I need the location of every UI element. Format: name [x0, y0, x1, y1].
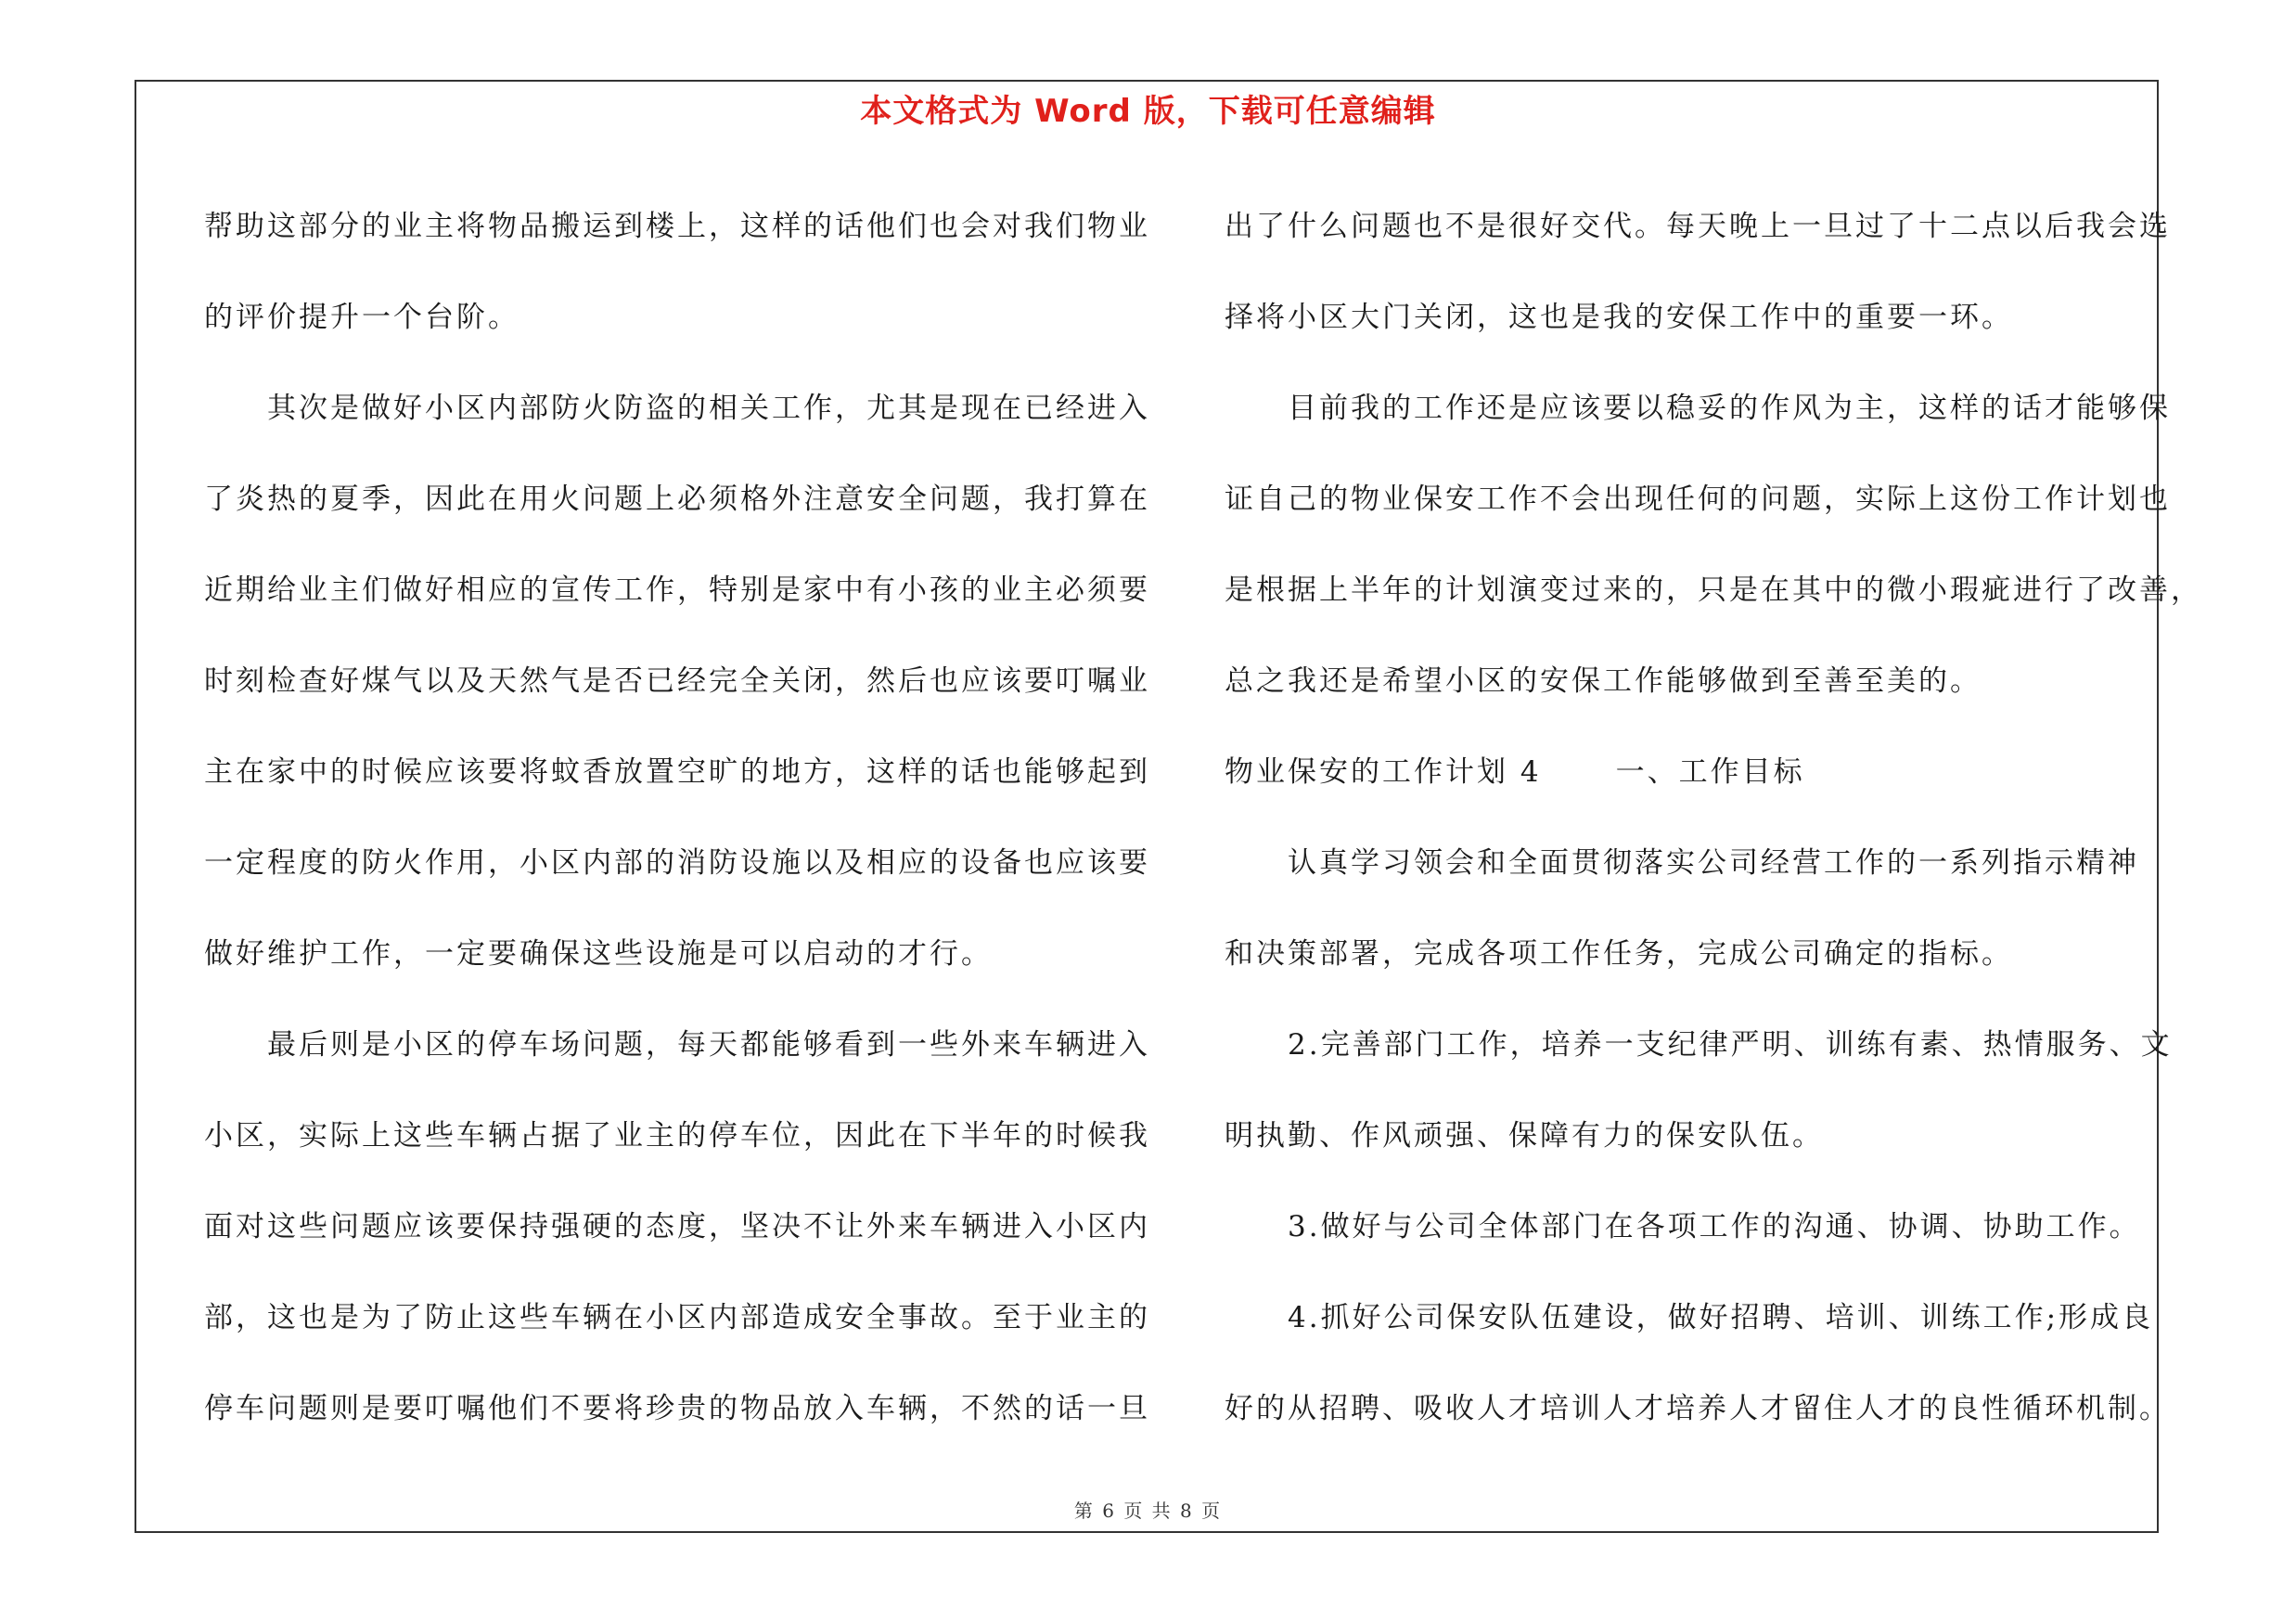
text-line: 4.抓好公司保安队伍建设，做好招聘、培训、训练工作;形成良: [1288, 1301, 2154, 1334]
left-column: [204, 181, 1150, 1454]
text-line: 3.做好与公司全体部门在各项工作的沟通、协调、协助工作。: [1288, 1210, 2141, 1243]
text-line: 面对这些问题应该要保持强硬的态度，坚决不让外来车辆进入小区内: [204, 1210, 1150, 1243]
text-line: 和决策部署，完成各项工作任务，完成公司确定的指标。: [1225, 937, 2013, 971]
text-line: 近期给业主们做好相应的宣传工作，特别是家中有小孩的业主必须要: [204, 573, 1150, 607]
text-line: 是根据上半年的计划演变过来的，只是在其中的微小瑕疵进行了改善，: [1225, 573, 2202, 607]
text-line: 小区，实际上这些车辆占据了业主的停车位，因此在下半年的时候我: [204, 1119, 1150, 1153]
section-heading-line: [1225, 727, 2171, 818]
text-line: 主在家中的时候应该要将蚊香放置空旷的地方，这样的话也能够起到: [204, 755, 1150, 789]
plan-title: 物业保安的工作计划 4: [1225, 755, 1542, 789]
text-line: 一定程度的防火作用，小区内部的消防设施以及相应的设备也应该要: [204, 846, 1150, 880]
text-line: 帮助这部分的业主将物品搬运到楼上，这样的话他们也会对我们物业: [204, 210, 1150, 243]
text-line: 部，这也是为了防止这些车辆在小区内部造成安全事故。至于业主的: [204, 1301, 1150, 1334]
text-line: 2.完善部门工作，培养一支纪律严明、训练有素、热情服务、文: [1288, 1028, 2173, 1062]
text-line: 好的从招聘、吸收人才培训人才培养人才留住人才的良性循环机制。: [1225, 1392, 2171, 1425]
page-number: 第 6 页 共 8 页: [1073, 1500, 1223, 1522]
text-line: 最后则是小区的停车场问题，每天都能够看到一些外来车辆进入: [267, 1028, 1150, 1062]
text-line: 认真学习领会和全面贯彻落实公司经营工作的一系列指示精神: [1288, 846, 2139, 880]
text-line: 目前我的工作还是应该要以稳妥的作风为主，这样的话才能够保: [1288, 392, 2171, 425]
text-line: 时刻检查好煤气以及天然气是否已经完全关闭，然后也应该要叮嘱业: [204, 664, 1150, 698]
text-line: 明执勤、作风顽强、保障有力的保安队伍。: [1225, 1119, 1824, 1153]
section-heading: 一、工作目标: [1615, 755, 1805, 789]
text-line: 做好维护工作，一定要确保这些设施是可以启动的才行。: [204, 937, 993, 971]
word-format-banner: 本文格式为 Word 版，下载可任意编辑: [860, 93, 1436, 130]
text-line: 其次是做好小区内部防火防盗的相关工作，尤其是现在已经进入: [267, 392, 1150, 425]
text-line: 总之我还是希望小区的安保工作能够做到至善至美的。: [1225, 664, 1982, 698]
text-line: 停车问题则是要叮嘱他们不要将珍贵的物品放入车辆，不然的话一旦: [204, 1392, 1150, 1425]
text-line: 了炎热的夏季，因此在用火问题上必须格外注意安全问题，我打算在: [204, 483, 1150, 516]
text-line: 证自己的物业保安工作不会出现任何的问题，实际上这份工作计划也: [1225, 483, 2171, 516]
text-line: 出了什么问题也不是很好交代。每天晚上一旦过了十二点以后我会选: [1225, 210, 2171, 243]
right-column: [1225, 181, 2202, 1454]
text-line: 择将小区大门关闭，这也是我的安保工作中的重要一环。: [1225, 301, 2013, 334]
text-line: 的评价提升一个台阶。: [204, 301, 519, 334]
